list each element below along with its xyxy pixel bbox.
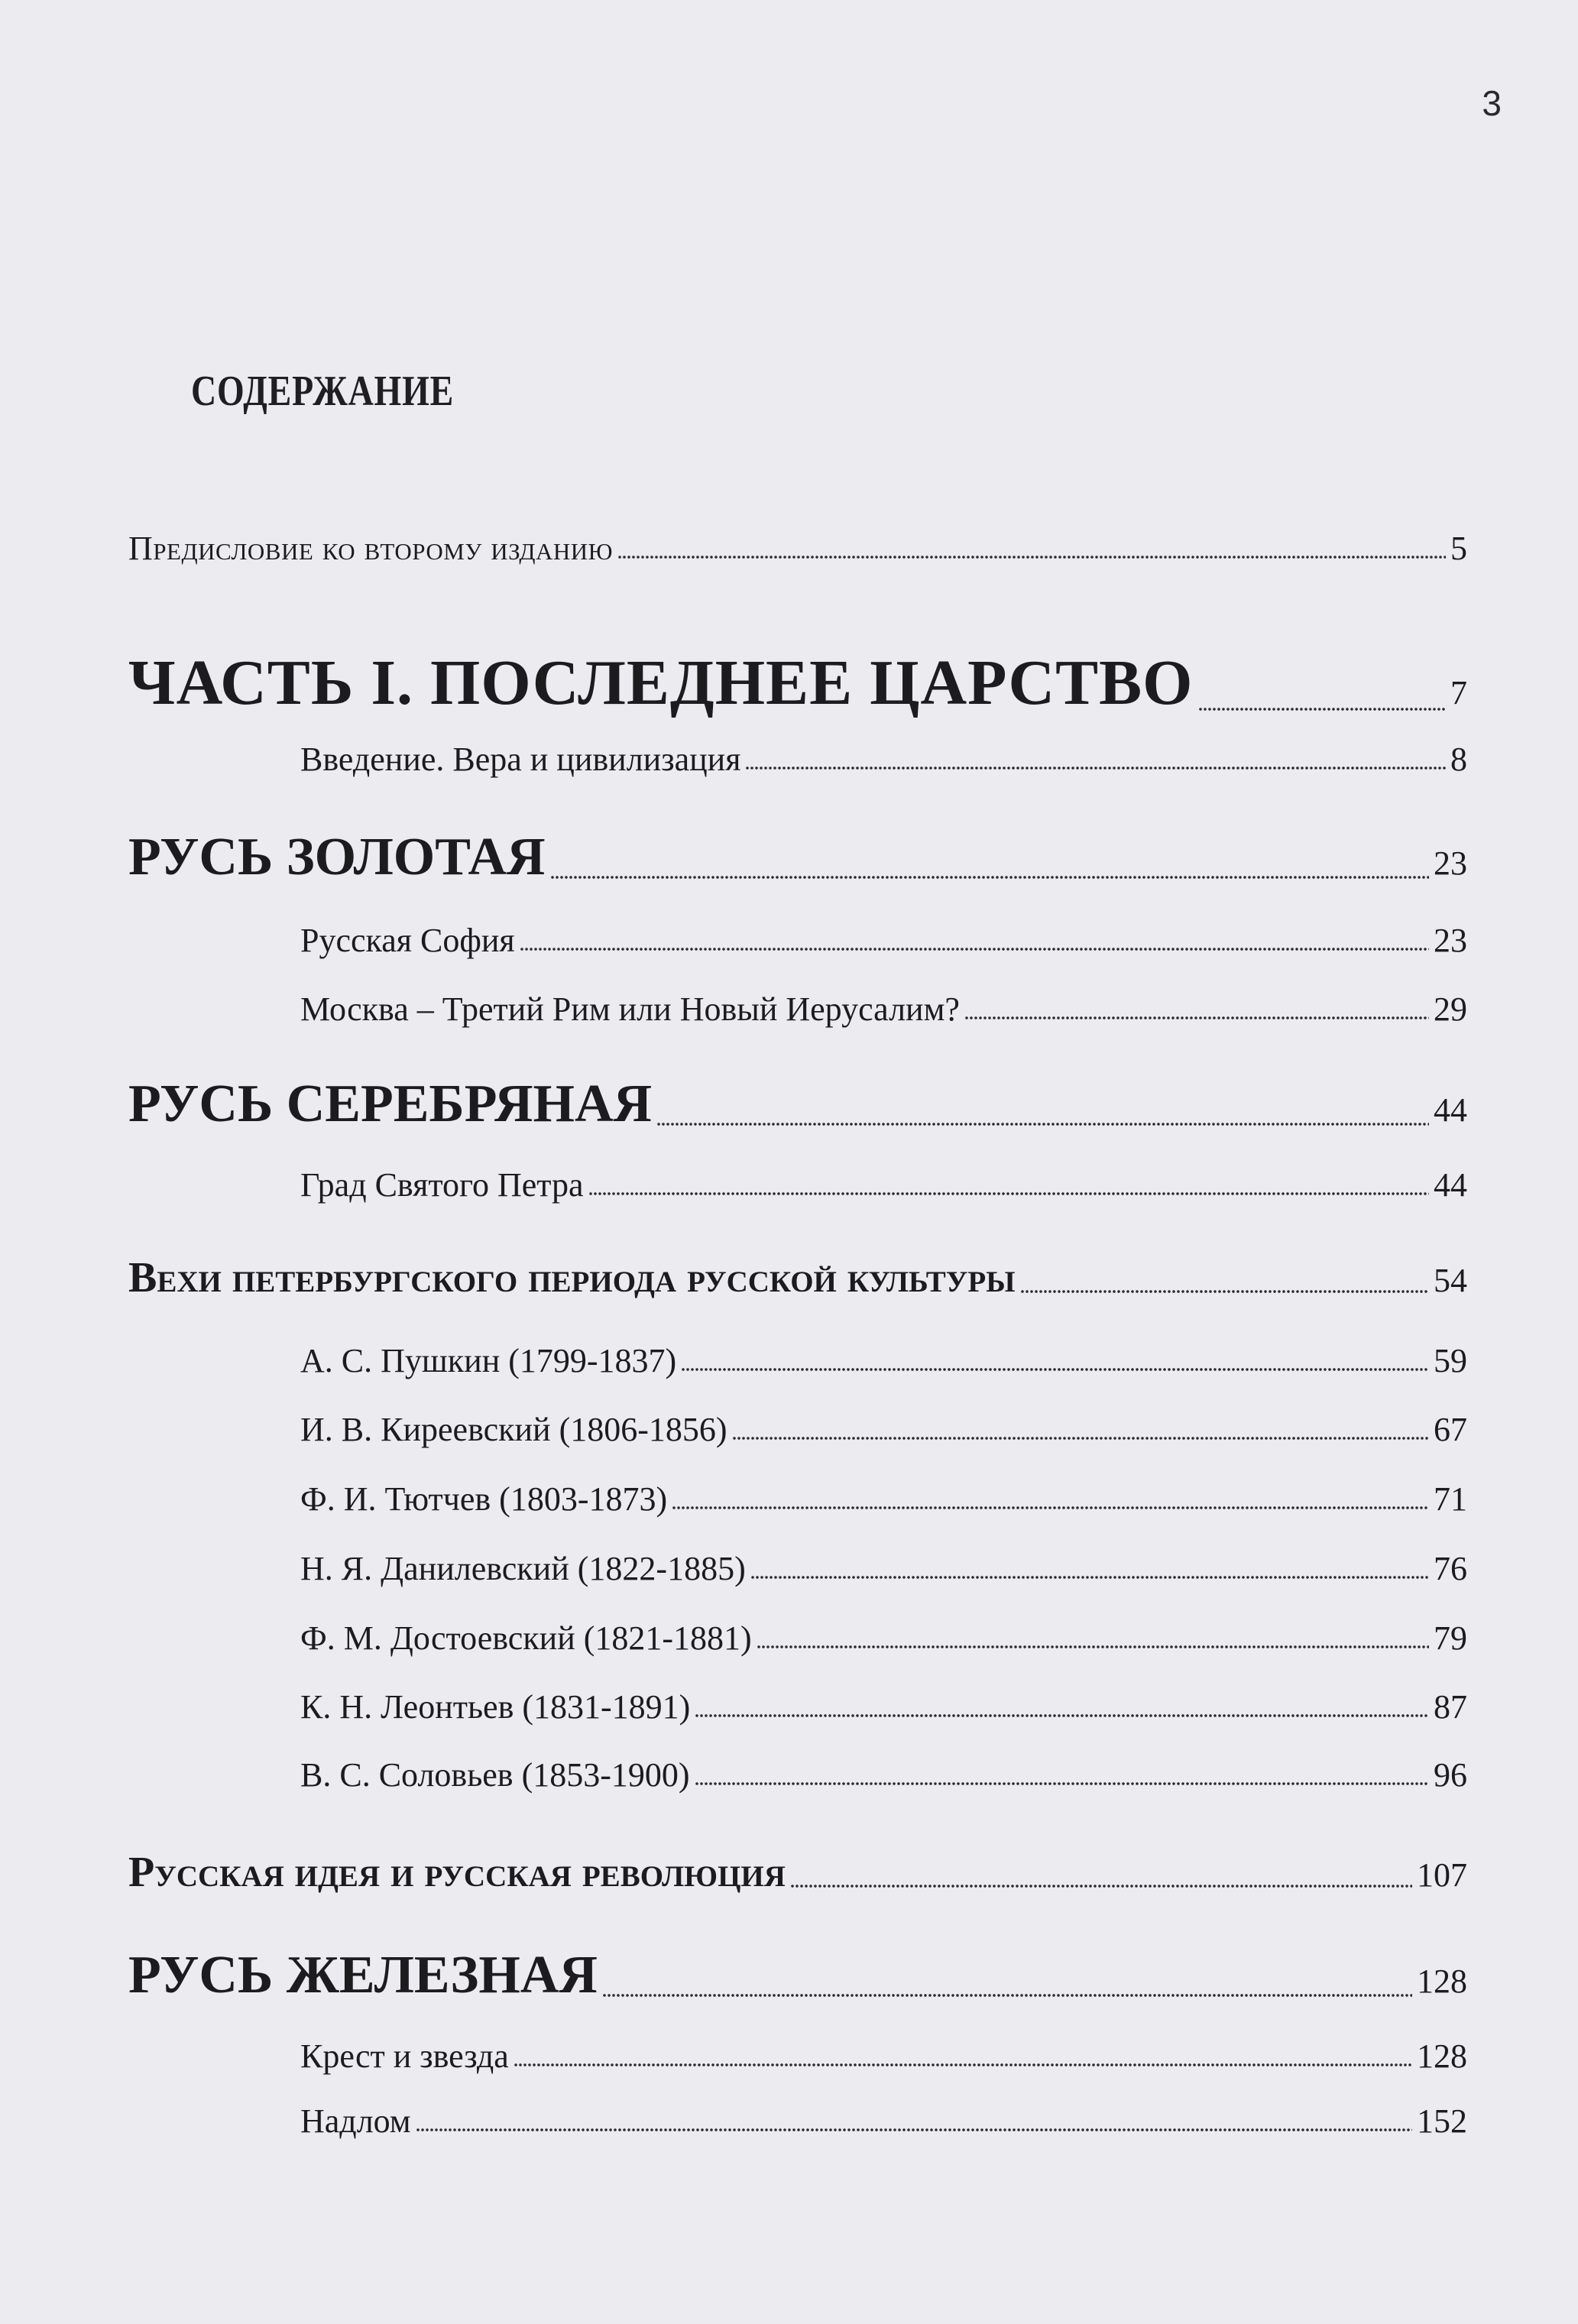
toc-entry-label: К. Н. Леонтьев (1831-1891) xyxy=(300,1688,691,1726)
toc-entry-label: Ф. И. Тютчев (1803-1873) xyxy=(300,1480,668,1518)
toc-entry-label: Град Святого Петра xyxy=(300,1166,584,1204)
toc-entry-label: Надлом xyxy=(300,2102,411,2140)
toc-entry-russkaya-sofia[interactable] xyxy=(128,921,1467,960)
toc-entry-leontiev[interactable] xyxy=(128,1687,1467,1726)
dot-leader xyxy=(750,1574,1429,1580)
toc-entry-page: 71 xyxy=(1434,1480,1467,1518)
page-number: 3 xyxy=(1482,83,1502,123)
toc-entry-krest-i-zvezda[interactable] xyxy=(128,2037,1467,2076)
toc-entry-page: 128 xyxy=(1417,1963,1467,2000)
toc-entry-rus-zolotaya[interactable] xyxy=(128,827,1467,888)
toc-entry-pushkin[interactable] xyxy=(128,1341,1467,1380)
dot-leader xyxy=(757,1644,1429,1650)
toc-entry-page: 87 xyxy=(1434,1688,1467,1726)
toc-entry-page: 29 xyxy=(1434,990,1467,1028)
toc-entry-label: Русская София xyxy=(300,922,515,959)
dot-leader xyxy=(745,765,1446,771)
dot-leader xyxy=(588,1191,1429,1197)
toc-entry-tyutchev[interactable] xyxy=(128,1480,1467,1519)
dot-leader xyxy=(1198,706,1446,712)
toc-entry-label: В. С. Соловьев (1853-1900) xyxy=(300,1756,690,1794)
toc-entry-grad-svyatogo-petra[interactable] xyxy=(128,1165,1467,1204)
dot-leader xyxy=(695,1713,1429,1719)
toc-entry-label: Вехи петербургского периода русской культуры xyxy=(128,1254,1016,1301)
dot-leader xyxy=(514,2062,1412,2068)
toc-entry-page: 44 xyxy=(1434,1166,1467,1204)
dot-leader xyxy=(964,1015,1429,1021)
dot-leader xyxy=(602,1992,1412,1998)
dot-leader xyxy=(520,946,1429,952)
toc-entry-kireevsky[interactable] xyxy=(128,1410,1467,1449)
toc-entry-label: ЧАСТЬ I. ПОСЛЕДНЕЕ ЦАРСТВО xyxy=(128,647,1194,718)
toc-entry-page: 7 xyxy=(1450,674,1467,711)
toc-entry-label: РУСЬ ЗОЛОТАЯ xyxy=(128,828,546,886)
toc-entry-dostoevsky[interactable] xyxy=(128,1619,1467,1658)
dot-leader xyxy=(732,1435,1429,1441)
toc-entry-vekhi[interactable] xyxy=(128,1253,1467,1302)
toc-entry-page: 23 xyxy=(1434,922,1467,959)
dot-leader xyxy=(695,1781,1429,1787)
dot-leader xyxy=(550,874,1429,880)
toc-entry-rus-serebryanaya[interactable] xyxy=(128,1074,1467,1135)
toc-entry-preface[interactable] xyxy=(128,529,1467,568)
toc-entry-label: Предисловие ко второму изданию xyxy=(128,530,613,567)
toc-entry-russkaya-ideya[interactable] xyxy=(128,1848,1467,1897)
toc-entry-page: 54 xyxy=(1434,1262,1467,1299)
toc-entry-page: 96 xyxy=(1434,1756,1467,1794)
toc-entry-page: 23 xyxy=(1434,844,1467,882)
toc-entry-label: Крест и звезда xyxy=(300,2037,509,2075)
toc-entry-page: 5 xyxy=(1450,530,1467,567)
toc-entry-label: Введение. Вера и цивилизация xyxy=(300,741,741,778)
toc-entry-label: А. С. Пушкин (1799-1837) xyxy=(300,1342,677,1379)
toc-entry-page: 8 xyxy=(1450,741,1467,778)
dot-leader xyxy=(416,2127,1412,2133)
toc-entry-page: 152 xyxy=(1417,2102,1467,2140)
toc-entry-page: 76 xyxy=(1434,1550,1467,1587)
toc-entry-label: Ф. М. Достоевский (1821-1881) xyxy=(300,1619,752,1657)
toc-entry-part-1[interactable] xyxy=(128,646,1467,720)
dot-leader xyxy=(672,1505,1429,1511)
toc-title: СОДЕРЖАНИЕ xyxy=(191,368,455,415)
dot-leader xyxy=(617,554,1446,560)
toc-entry-page: 67 xyxy=(1434,1411,1467,1448)
dot-leader xyxy=(1020,1288,1429,1295)
toc-entry-label: Москва – Третий Рим или Новый Иерусалим? xyxy=(300,990,960,1028)
toc-entry-page: 128 xyxy=(1417,2037,1467,2075)
dot-leader xyxy=(656,1121,1429,1127)
toc-entry-introduction[interactable] xyxy=(128,740,1467,779)
toc-entry-page: 59 xyxy=(1434,1342,1467,1379)
toc-entry-nadlom[interactable] xyxy=(128,2102,1467,2141)
toc-entry-soloviev[interactable] xyxy=(128,1755,1467,1794)
toc-entry-label: РУСЬ ЖЕЛЕЗНАЯ xyxy=(128,1946,598,2005)
toc-entry-label: И. В. Киреевский (1806-1856) xyxy=(300,1411,727,1448)
toc-entry-danilevsky[interactable] xyxy=(128,1549,1467,1588)
toc-entry-page: 44 xyxy=(1434,1091,1467,1129)
toc-entry-moskva[interactable] xyxy=(128,990,1467,1029)
toc-entry-label: Русская идея и русская революция xyxy=(128,1849,786,1896)
dot-leader xyxy=(790,1883,1412,1889)
toc-entry-label: РУСЬ СЕРЕБРЯНАЯ xyxy=(128,1074,653,1133)
toc-entry-page: 79 xyxy=(1434,1619,1467,1657)
dot-leader xyxy=(681,1366,1429,1373)
toc-entry-rus-zheleznaya[interactable] xyxy=(128,1945,1467,2006)
toc-entry-page: 107 xyxy=(1417,1856,1467,1894)
toc-entry-label: Н. Я. Данилевский (1822-1885) xyxy=(300,1550,746,1587)
